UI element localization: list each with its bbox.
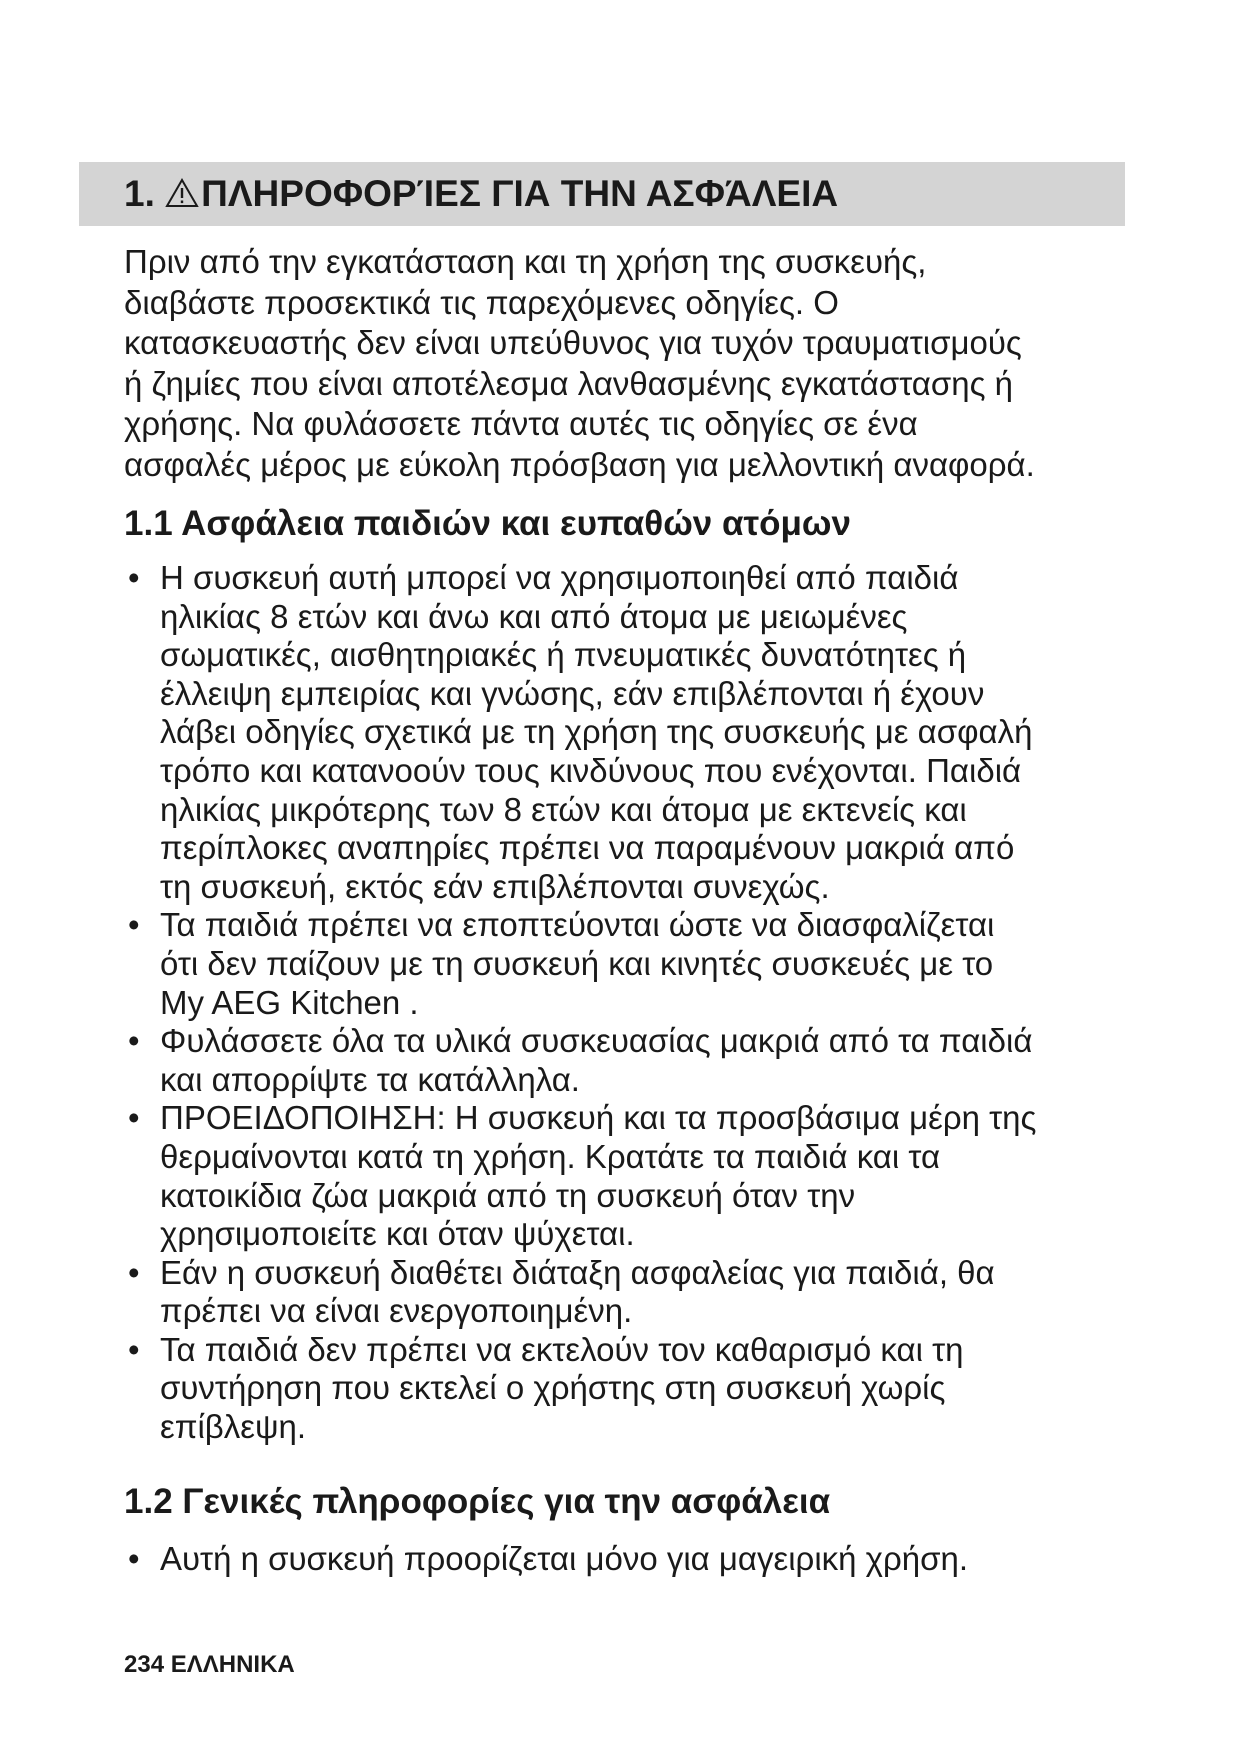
section-title-text: ΠΛΗΡΟΦΟΡΊΕΣ ΓΙΑ ΤΗΝ ΑΣΦΆΛΕΙΑ: [201, 173, 839, 214]
list-item-line: τη συσκευή, εκτός εάν επιβλέπονται συνεχώς.: [160, 867, 830, 905]
list-item-line: Η συσκευή αυτή μπορεί να χρησιμοποιηθεί από παιδιά: [160, 559, 959, 596]
list-item-line: συντήρηση που εκτελεί ο χρήστης στη συσκευή χωρίς: [160, 1369, 946, 1407]
intro-line: διαβάστε προσεκτικά τις παρεχόμενες οδηγίες. Ο: [124, 283, 839, 321]
general-safety-list: [124, 1540, 1134, 1579]
intro-line: Πριν από την εγκατάσταση και τη χρήση της συσκευής,: [124, 243, 927, 280]
bullet-dot: •: [128, 559, 140, 596]
intro-line: χρήσης. Να φυλάσσετε πάντα αυτές τις οδηγίες σε ένα: [124, 405, 918, 442]
intro-line: ή ζημίες που είναι αποτέλεσμα λανθασμένης εγκατάστασης ή: [124, 364, 1014, 402]
warning-triangle-icon: [165, 178, 199, 208]
list-item-line: λάβει οδηγίες σχετικά με τη χρήση της συσκευής με ασφαλή: [160, 713, 1033, 751]
list-item-line: χρησιμοποιείτε και όταν ψύχεται.: [160, 1215, 635, 1253]
list-item-line: Τα παιδιά πρέπει να εποπτεύονται ώστε να διασφαλίζεται: [160, 906, 995, 944]
list-item: [124, 559, 1134, 906]
list-item-line: σωματικές, αισθητηριακές ή πνευματικές δυνατότητες ή: [160, 636, 967, 674]
list-item: [124, 1022, 1134, 1099]
bullet-dot: •: [128, 1330, 140, 1368]
child-safety-list: [124, 559, 1134, 1447]
list-item-line: θερμαίνονται κατά τη χρήση. Κρατάτε τα παιδιά και τα: [160, 1137, 941, 1175]
list-item-line: ηλικίας μικρότερης των 8 ετών και άτομα με εκτενείς και: [160, 790, 967, 828]
list-item-line: My AEG Kitchen .: [160, 983, 419, 1021]
bullet-dot: •: [128, 906, 140, 944]
list-item-line: τρόπο και κατανοούν τους κινδύνους που ενέχονται. Παιδιά: [160, 751, 1022, 789]
list-item-line: περίπλοκες αναπηρίες πρέπει να παραμένουν μακριά από: [160, 829, 1015, 867]
list-item-line: ηλικίας 8 ετών και άνω και από άτομα με μειωμένες: [160, 597, 908, 635]
bullet-dot: •: [128, 1099, 140, 1137]
list-item-line: Τα παιδιά δεν πρέπει να εκτελούν τον καθαρισμό και τη: [160, 1330, 964, 1368]
list-item-line: ΠΡΟΕΙΔΟΠΟΙΗΣΗ: Η συσκευή και τα προσβάσιμα μέρη της: [160, 1099, 1037, 1137]
list-item: [124, 1099, 1134, 1253]
intro-paragraph: [124, 242, 1134, 485]
list-item-line: κατοικίδια ζώα μακριά από τη συσκευή όταν την: [160, 1176, 856, 1214]
section-number: 1.: [124, 173, 155, 214]
page-footer-label: 234 ΕΛΛΗΝΙΚΑ: [124, 1651, 295, 1678]
intro-line: ασφαλές μέρος με εύκολη πρόσβαση για μελλοντική αναφορά.: [124, 445, 1035, 483]
intro-line: κατασκευαστής δεν είναι υπεύθυνος για τυχόν τραυματισμούς: [124, 324, 1022, 361]
subheading-general-safety: 1.2 Γενικές πληροφορίες για την ασφάλεια: [124, 1482, 831, 1521]
list-item-line: ότι δεν παίζουν με τη συσκευή και κινητές συσκευές με το: [160, 944, 994, 982]
list-item: [124, 1540, 1134, 1579]
bullet-dot: •: [128, 1253, 140, 1291]
list-item-line: έλλειψη εμπειρίας και γνώσης, εάν επιβλέπονται ή έχουν: [160, 674, 985, 712]
list-item-line: και απορρίψτε τα κατάλληλα.: [160, 1060, 580, 1098]
bullet-dot: •: [128, 1540, 140, 1577]
list-item: [124, 906, 1134, 1022]
section-title: [124, 172, 838, 216]
list-item-line: Εάν η συσκευή διαθέτει διάταξη ασφαλείας για παιδιά, θα: [160, 1253, 995, 1291]
bullet-dot: •: [128, 1022, 140, 1060]
subheading-child-safety: 1.1 Ασφάλεια παιδιών και ευπαθών ατόμων: [124, 504, 851, 543]
list-item-line: Αυτή η συσκευή προορίζεται μόνο για μαγειρική χρήση.: [160, 1540, 969, 1577]
list-item: [124, 1331, 1134, 1447]
list-item: [124, 1254, 1134, 1331]
list-item-line: Φυλάσσετε όλα τα υλικά συσκευασίας μακριά από τα παιδιά: [160, 1022, 1033, 1060]
list-item-line: πρέπει να είναι ενεργοποιημένη.: [160, 1292, 633, 1330]
list-item-line: επίβλεψη.: [160, 1408, 307, 1446]
